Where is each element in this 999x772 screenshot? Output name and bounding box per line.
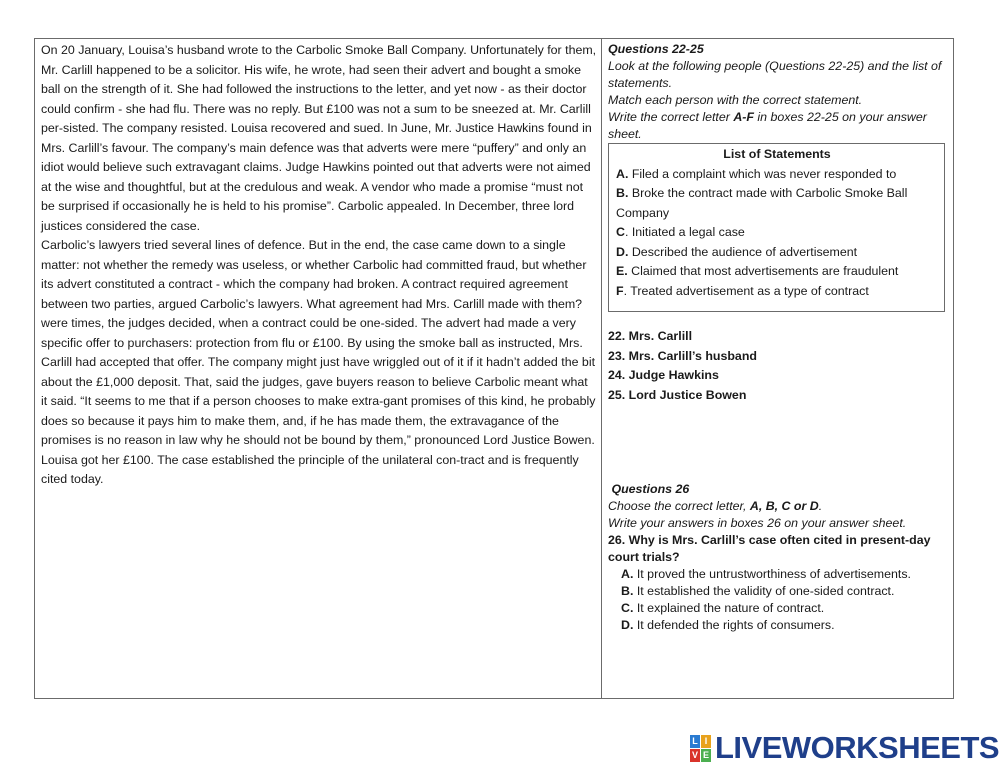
instruction-text: . <box>818 499 823 513</box>
liveworksheets-logo <box>690 732 999 764</box>
logo-mark-letter: E <box>702 749 709 760</box>
instruction-line: Look at the following people (Questions 22-25) and the list of statements. <box>608 59 942 90</box>
question-26-section <box>608 481 950 634</box>
statement-letter: C <box>616 225 625 239</box>
statements-list-title: List of Statements <box>723 147 831 161</box>
people-list <box>608 327 950 405</box>
questions-26-heading: Questions 26 <box>608 482 690 496</box>
instruction-line <box>608 498 950 515</box>
option-text: It established the validity of one-sided contract. <box>633 584 895 598</box>
answer-option-c[interactable] <box>608 600 950 617</box>
statement-text: . Initiated a legal case <box>624 225 745 239</box>
option-letter: C. <box>621 601 634 615</box>
statement-letter: D. <box>616 244 629 259</box>
person-25: 25. Lord Justice Bowen <box>608 387 747 402</box>
instruction-line <box>608 109 950 143</box>
statements-box <box>608 143 945 312</box>
answer-option-b[interactable] <box>608 583 950 600</box>
option-letter: A. <box>621 567 634 581</box>
logo-mark-icon <box>690 735 711 762</box>
instruction-line: Match each person with the correct statement. <box>608 93 863 107</box>
passage-paragraph-2: Carbolic’s lawyers tried several lines of defence. But in the end, the case came down to a single matter: not whether the remedy was useless, or whether Carbolic had committed fraud, but whether its advert constituted a contract - which the company had broken. A contract required agreement between two parties, argued Carbolic’s lawyers. What agreement had Mrs. Carlill made with them? were times, the judges decided, when a contract could be one-sided. The advert had made a very specific offer to purchasers: protection from flu or £100. By using the smoke ball as instructed, Mrs. Carlill had accepted that offer. The company might just have wriggled out of it if it hadn’t added the bit about the £1,000 deposit. That, said the judges, gave buyers reason to believe Carbolic meant what it said. “It seems to me that if a person chooses to make extra-gant promises of this kind, he probably does so because it pays him to make them, and, if he has made them, the extravagance of the promises is no reason in law why he should not be bound by them,” pronounced Lord Justice Bowen. Louisa got her £100. The case established the principle of the unilateral con-tract and is frequently cited today. <box>41 238 596 486</box>
instruction-emphasis: A-F <box>733 110 754 124</box>
statement-text: Filed a complaint which was never responded to <box>628 166 897 181</box>
statement-text: . Treated advertisement as a type of contract <box>623 283 869 298</box>
instruction-text: Choose the correct letter, <box>608 499 750 513</box>
passage-paragraph-1: On 20 January, Louisa’s husband wrote to the Carbolic Smoke Ball Company. Unfortunately for them, Mr. Carlill happened to be a solicitor. His wife, he wrote, had seen their advert and bought a smoke ball on the strength of it. She had followed the instructions to the letter, and yet now - as their doctor could confirm - she had flu. There was no reply. But £100 was not a sum to be sneezed at. Mr. Carlill per-sisted. The company resisted. Louisa recovered and sued. In June, Mr. Justice Hawkins found in Mrs. Carlill’s favour. The company’s main defence was that adverts were mere “puffery” and only an idiot would believe such extravagant claims. Judge Hawkins pointed out that adverts were not aimed at the wise and thoughtful, but at the credulous and weak. A vendor who made a promise “must not be surprised if occasionally he is held to his promise”. Carbolic appealed. In December, three lord justices considered the case. <box>41 43 597 233</box>
statement-letter: A. <box>616 166 629 181</box>
statement-text: Claimed that most advertisements are fraudulent <box>627 264 899 278</box>
option-letter: B. <box>621 584 634 598</box>
instruction-text: Write the correct letter <box>608 110 734 124</box>
logo-text: LIVEWORKSHEETS <box>715 730 999 765</box>
instruction-text: in boxes 22-25 on your answer sheet. <box>608 110 927 141</box>
statement-text: Broke the contract made with Carbolic Smoke Ball Company <box>616 186 908 220</box>
question-26-text: 26. Why is Mrs. Carlill’s case often cited in present-day court trials? <box>608 533 931 564</box>
questions-22-25-heading: Questions 22-25 <box>608 42 704 56</box>
questions-panel <box>608 41 950 632</box>
reading-passage <box>41 41 597 490</box>
statement-item <box>616 282 938 302</box>
option-text: It defended the rights of consumers. <box>633 618 835 632</box>
logo-mark-letter: V <box>691 749 698 760</box>
instruction-line: Write your answers in boxes 26 on your answer sheet. <box>608 516 907 530</box>
answer-option-d[interactable] <box>608 617 950 634</box>
statement-text: Described the audience of advertisement <box>628 244 858 259</box>
answer-option-a[interactable] <box>608 566 950 583</box>
statement-letter: E. <box>616 264 628 278</box>
option-text: It proved the untrustworthiness of advertisements. <box>633 567 911 581</box>
column-divider <box>601 39 602 698</box>
statement-item <box>616 184 938 223</box>
worksheet-table <box>34 38 954 699</box>
logo-mark-letter: I <box>701 735 711 748</box>
logo-mark-letter: L <box>690 735 700 748</box>
instruction-emphasis: A, B, C or D <box>749 499 819 513</box>
person-22: 22. Mrs. Carlill <box>608 329 693 343</box>
option-letter: D. <box>621 618 634 632</box>
person-24: 24. Judge Hawkins <box>608 368 719 382</box>
statement-item <box>616 262 938 282</box>
person-23: 23. Mrs. Carlill’s husband <box>608 348 757 363</box>
statement-letter: F <box>616 283 624 298</box>
statement-item <box>616 165 938 185</box>
statement-item <box>616 223 938 243</box>
statement-item <box>616 243 938 263</box>
option-text: It explained the nature of contract. <box>633 601 825 615</box>
statement-letter: B. <box>616 186 629 200</box>
